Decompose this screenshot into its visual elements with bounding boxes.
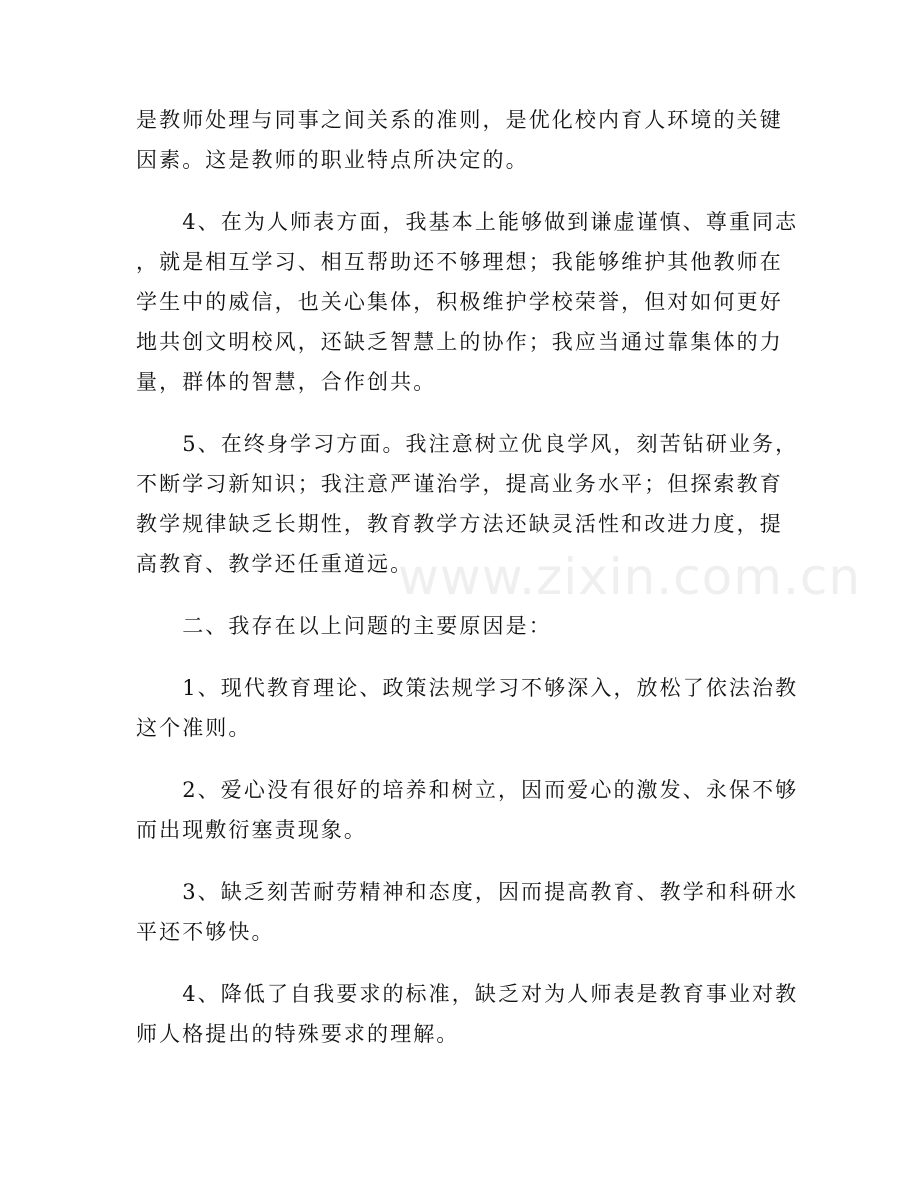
document-body xyxy=(136,100,799,1076)
text-line: 3、缺乏刻苦耐劳精神和态度，因而提高教育、教学和科研水 xyxy=(136,880,799,904)
text-line: 1、现代教育理论、政策法规学习不够深入，放松了依法治教 xyxy=(136,676,799,700)
text-line: 因素。这是教师的职业特点所决定的。 xyxy=(136,148,529,172)
text-line: 5、在终身学习方面。我注意树立优良学风，刻苦钻研业务， xyxy=(136,432,799,456)
text-line: 学生中的威信，也关心集体，积极维护学校荣誉，但对如何更好 xyxy=(136,290,783,314)
text-line: 4、降低了自我要求的标准，缺乏对为人师表是教育事业对教 xyxy=(136,982,799,1006)
paragraph-2 xyxy=(136,202,799,402)
paragraph-1 xyxy=(136,100,788,180)
text-line: 量，群体的智慧，合作创共。 xyxy=(136,370,437,394)
paragraph-8 xyxy=(136,974,799,1054)
text-line: 是教师处理与同事之间关系的准则，是优化校内育人环境的关键 xyxy=(136,108,783,132)
text-line: 地共创文明校风，还缺乏智慧上的协作；我应当通过靠集体的力 xyxy=(136,330,783,354)
section-heading xyxy=(136,606,788,646)
text-line: 4、在为人师表方面，我基本上能够做到谦虚谨慎、尊重同志 xyxy=(136,210,799,234)
text-line: 高教育、教学还任重道远。 xyxy=(136,552,414,576)
paragraph-5 xyxy=(136,668,799,748)
text-line: 不断学习新知识；我注意严谨治学，提高业务水平；但探索教育 xyxy=(136,472,783,496)
heading-line: 二、我存在以上问题的主要原因是： xyxy=(136,614,552,638)
paragraph-7 xyxy=(136,872,799,952)
text-line: 2、爱心没有很好的培养和树立，因而爱心的激发、永保不够 xyxy=(136,778,799,802)
text-line: 这个准则。 xyxy=(136,716,252,740)
paragraph-6 xyxy=(136,770,799,850)
text-line: 师人格提出的特殊要求的理解。 xyxy=(136,1022,460,1046)
text-line: 教学规律缺乏长期性，教育教学方法还缺灵活性和改进力度，提 xyxy=(136,512,783,536)
paragraph-3 xyxy=(136,424,799,584)
watermark: www.zixin.com.cn xyxy=(398,548,862,606)
text-line: 平还不够快。 xyxy=(136,920,275,944)
text-line: ，就是相互学习、相互帮助还不够理想；我能够维护其他教师在 xyxy=(136,250,783,274)
text-line: 而出现敷衍塞责现象。 xyxy=(136,818,367,842)
